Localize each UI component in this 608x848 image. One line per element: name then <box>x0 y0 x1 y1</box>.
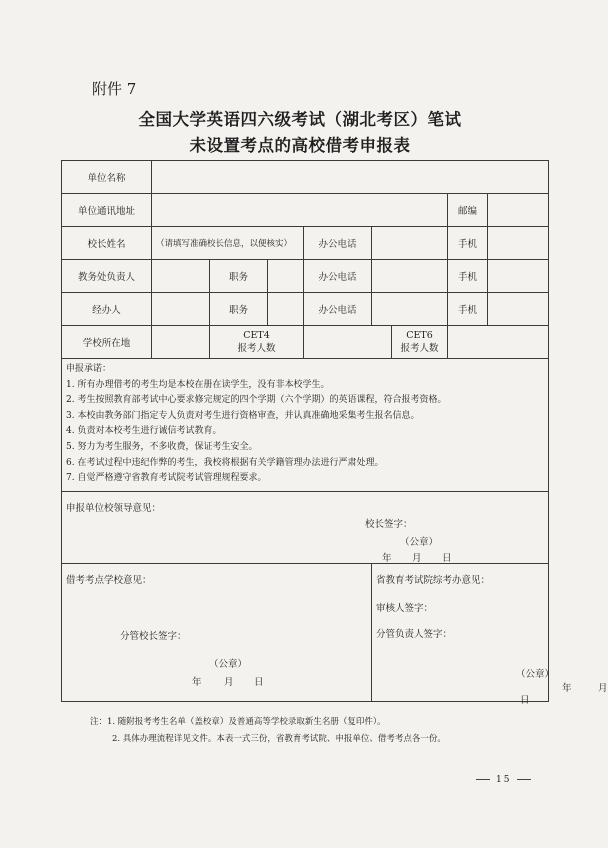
address-label: 单位通讯地址 <box>62 194 152 227</box>
pledge-item: 2. 考生按照教育部考试中心要求修完规定的四个学期（六个学期）的英语课程，符合报考资格。 <box>66 395 447 406</box>
school-location-field[interactable] <box>152 326 210 359</box>
postcode-field[interactable] <box>488 194 549 227</box>
handler-office-phone-label: 办公电话 <box>304 293 372 326</box>
leadership-opinion-section[interactable] <box>62 492 549 564</box>
academic-affairs-head-field[interactable] <box>152 260 210 293</box>
pledge-item: 7. 自觉严格遵守省教育考试院考试管理规程要求。 <box>66 473 267 484</box>
host-school-signature-label: 分管校长签字： <box>120 631 187 642</box>
provincial-year: 年 <box>562 683 572 694</box>
host-school-day: 日 <box>254 677 264 688</box>
cet4-label-line-1: CET4 <box>243 330 270 341</box>
academic-affairs-mobile-field[interactable] <box>488 260 549 293</box>
pledge-item: 3. 本校由教务部门指定专人负责对考生进行资格审查，并认真准确地采集考生报名信息。 <box>66 410 420 421</box>
document-title-line-2: 未设置考点的高校借考申报表 <box>189 136 411 155</box>
leadership-month: 月 <box>412 553 422 564</box>
cet4-label-line-2: 报考人数 <box>237 343 276 354</box>
application-form-table <box>61 160 608 706</box>
handler-label: 经办人 <box>62 293 152 326</box>
handler-position-label: 职务 <box>210 293 268 326</box>
cet6-label-line-2: 报考人数 <box>400 343 439 354</box>
provincial-month: 月 <box>598 683 608 694</box>
principal-office-phone-label: 办公电话 <box>304 227 372 260</box>
document-title-line-1: 全国大学英语四六级考试（湖北考区）笔试 <box>138 110 462 129</box>
principal-office-phone-field[interactable] <box>372 227 448 260</box>
academic-affairs-position-label: 职务 <box>210 260 268 293</box>
principal-mobile-label: 手机 <box>448 227 488 260</box>
handler-mobile-label: 手机 <box>448 293 488 326</box>
host-school-opinion-label: 借考考点学校意见： <box>66 575 152 586</box>
academic-affairs-office-phone-field[interactable] <box>372 260 448 293</box>
page-number: 15 <box>470 775 537 785</box>
principal-hint: （请填写准确校长信息，以便核实） <box>156 239 293 249</box>
address-field[interactable] <box>152 194 448 227</box>
provincial-office-opinion-label: 省教育考试院综考办意见： <box>376 575 491 586</box>
handler-position-field[interactable] <box>268 293 304 326</box>
academic-affairs-office-phone-label: 办公电话 <box>304 260 372 293</box>
postcode-label: 邮编 <box>448 194 488 227</box>
cet4-label <box>210 326 304 359</box>
attachment-label: 附件 7 <box>92 80 137 98</box>
pledge-item: 4. 负责对本校考生进行诚信考试教育。 <box>66 426 222 437</box>
pledge-heading: 申报承诺： <box>66 364 112 374</box>
cet6-label <box>392 326 448 359</box>
academic-affairs-head-label: 教务处负责人 <box>62 260 152 293</box>
provincial-day: 日 <box>520 695 530 706</box>
leadership-year: 年 <box>382 553 392 564</box>
leadership-signature-label: 校长签字： <box>365 519 413 530</box>
footnote-1: 注：1. 随附报考考生名单（盖校章）及普通高等学校录取新生名册（复印件）。 <box>90 717 386 727</box>
host-school-opinion-section[interactable] <box>62 564 372 702</box>
footnotes <box>90 714 446 748</box>
pledge-item: 5. 努力为考生服务，不多收费，保证考生安全。 <box>66 441 258 452</box>
handler-field[interactable] <box>152 293 210 326</box>
principal-label: 校长姓名 <box>62 227 152 260</box>
leadership-seal-label: （公章） <box>400 537 439 548</box>
provincial-director-label: 分管负责人签字： <box>376 629 453 640</box>
academic-affairs-position-field[interactable] <box>268 260 304 293</box>
cet6-label-line-1: CET6 <box>406 330 433 341</box>
footnote-2: 2. 具体办理流程详见文件。本表一式三份，省教育考试院、申报单位、借考考点各一份。 <box>112 734 446 744</box>
cet4-count-field[interactable] <box>304 326 392 359</box>
handler-mobile-field[interactable] <box>488 293 549 326</box>
academic-affairs-mobile-label: 手机 <box>448 260 488 293</box>
provincial-office-opinion-section[interactable] <box>372 564 608 706</box>
principal-mobile-field[interactable] <box>488 227 549 260</box>
school-name-label: 单位名称 <box>62 161 152 194</box>
host-school-seal-label: （公章） <box>209 659 248 670</box>
host-school-year: 年 <box>192 677 202 688</box>
provincial-seal-label: （公章） <box>516 669 555 680</box>
provincial-reviewer-label: 审核人签字： <box>376 603 434 614</box>
host-school-month: 月 <box>224 677 234 688</box>
leadership-day: 日 <box>442 553 452 564</box>
principal-field[interactable] <box>152 227 304 260</box>
pledge-item: 1. 所有办理借考的考生均是本校在册在读学生，没有非本校学生。 <box>66 379 330 390</box>
pledge-section <box>62 359 549 492</box>
school-name-field[interactable] <box>152 161 549 194</box>
school-location-label: 学校所在地 <box>62 326 152 359</box>
cet6-count-field[interactable] <box>448 326 549 359</box>
handler-office-phone-field[interactable] <box>372 293 448 326</box>
leadership-opinion-label: 申报单位校领导意见： <box>66 503 162 514</box>
pledge-item: 6. 在考试过程中违纪作弊的考生，我校将根据有关学籍管理办法进行严肃处理。 <box>66 457 384 468</box>
